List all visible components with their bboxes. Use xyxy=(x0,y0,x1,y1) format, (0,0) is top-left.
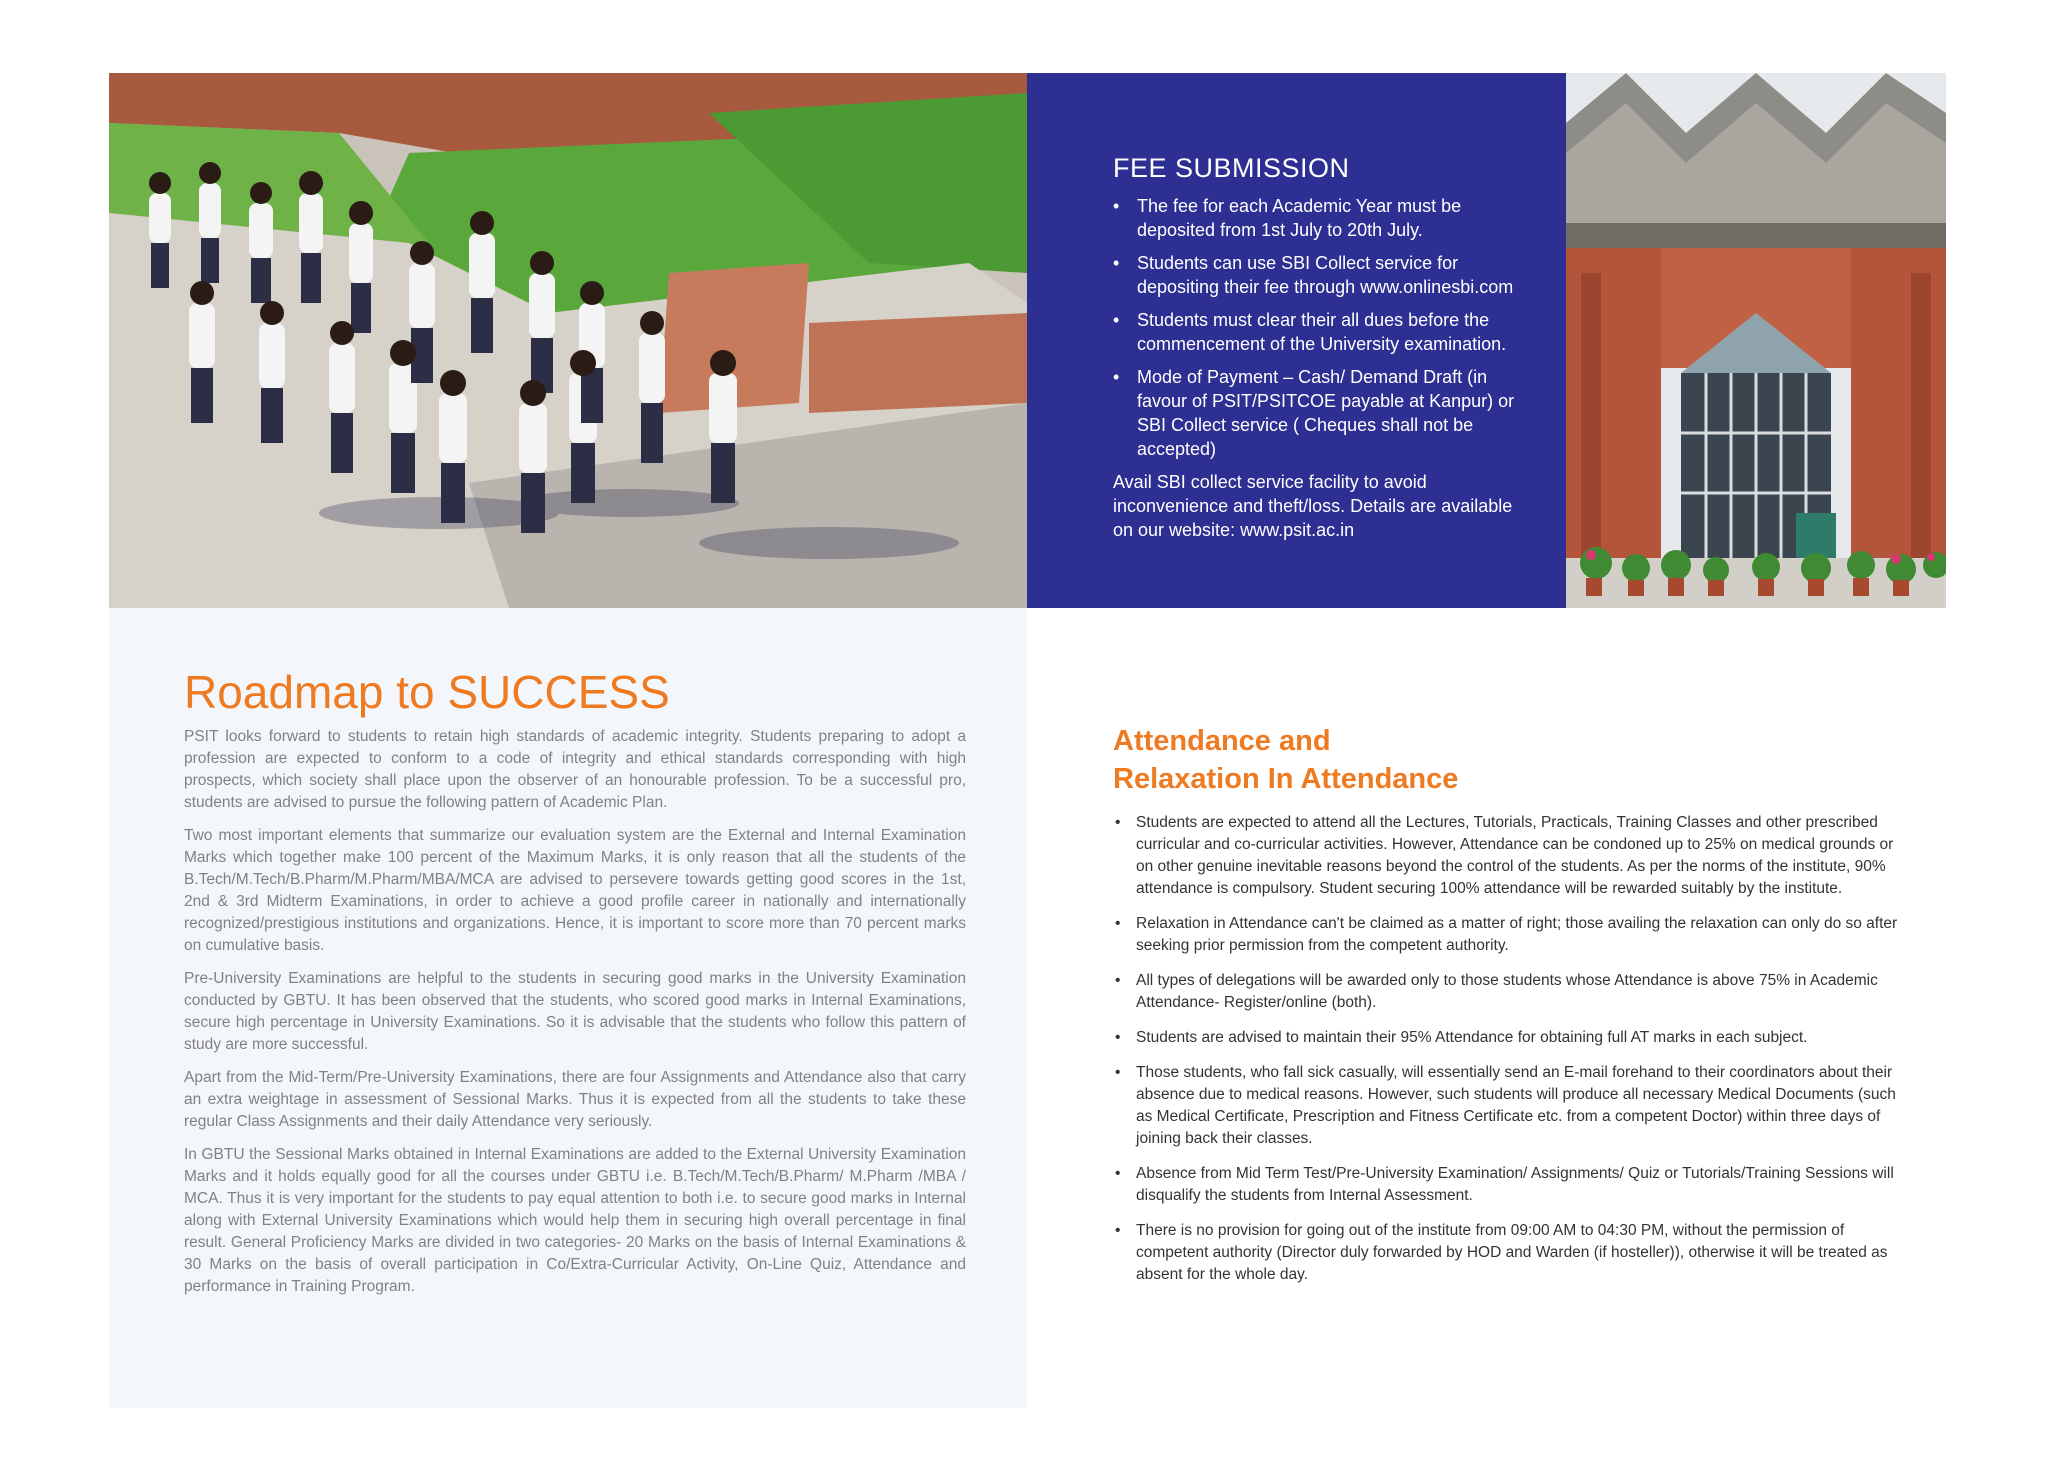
roadmap-paragraph: Apart from the Mid-Term/Pre-University Examinations, there are four Assignments and Attendance also that carry an extra weightage in assessment of Sessional Marks. Thus it is expected from all the students to take these regular Class Assignments and their daily Attendance very seriously. xyxy=(184,1069,966,1130)
attendance-item: • Students are expected to attend all the Lectures, Tutorials, Practicals, Training Classes and other prescribed curricular and co-curricular activities. However, Attendance can be condoned up to 25% on medical grounds or on other genuine inevitable reasons beyond the control of the students. As per the norms of the institute, 90% attendance is compulsory. Student securing 100% attendance will be rewarded suitably by the institute. xyxy=(1113,812,1903,900)
fee-submission-list xyxy=(1113,194,1526,461)
roadmap-paragraph: Two most important elements that summarize our evaluation system are the External and Internal Examination Marks which together make 100 percent of the Maximum Marks, it is only reason that all the students of the B.Tech/M.Tech/B.Pharm/M.Pharm/MBA/MCA are advised to persevere towards getting good scores in the 1st, 2nd & 3rd Midterm Examinations, in order to achieve a good profile career in nationally and internationally recognized/prestigious institutions and organizations. Hence, it is important to score more than 70 percent marks on cumulative basis. xyxy=(184,827,966,954)
attendance-item: • Students are advised to maintain their 95% Attendance for obtaining full AT marks in each subject. xyxy=(1113,1027,1903,1049)
fee-submission-note: Avail SBI collect service facility to avoid inconvenience and theft/loss. Details are available on our website: www.psit.ac.in xyxy=(1113,472,1513,540)
attendance-item: • Relaxation in Attendance can't be claimed as a matter of right; those availing the relaxation can only do so after seeking prior permission from the competent authority. xyxy=(1113,913,1903,957)
roadmap-title: Roadmap to SUCCESS xyxy=(184,666,670,718)
roadmap-paragraph: In GBTU the Sessional Marks obtained in Internal Examinations are added to the External University Examination Marks and it holds equally good for all the courses under GBTU i.e. B.Tech/M.Tech/B.Pharm/ M.Pharm /MBA / MCA. Thus it is very important for the students to pay equal attention to both i.e. to secure good marks in Internal along with External University Examinations which would help them in securing high overall percentage in final result. General Proficiency Marks are divided in two categories- 20 Marks on the basis of Internal Examinations & 30 Marks on the basis of overall participation in Co/Extra-Curricular Activity, On-Line Quiz, Attendance and performance in Training Program. xyxy=(184,1146,966,1295)
fee-item: • Students must clear their all dues before the commencement of the University examination. xyxy=(1113,308,1526,356)
attendance-title-line1: Attendance and xyxy=(1113,725,1331,757)
roadmap-paragraph: Pre-University Examinations are helpful to the students in securing good marks in the University Examination conducted by GBTU. It has been observed that the students, who scored good marks in Internal Examinations, secure high percentage in University Examinations. So it is advisable that the students who follow this pattern of study are more successful. xyxy=(184,970,966,1053)
attendance-title-line2: Relaxation In Attendance xyxy=(1113,763,1459,795)
attendance-item: • There is no provision for going out of the institute from 09:00 AM to 04:30 PM, without the permission of competent authority (Director duly forwarded by HOD and Warden (if hosteller)), otherwise it will be treated as absent for the whole day. xyxy=(1113,1220,1903,1286)
roadmap-section xyxy=(109,608,1027,1408)
fee-submission-title: FEE SUBMISSION xyxy=(1113,153,1350,183)
campus-building-photo xyxy=(1566,73,1946,608)
attendance-section xyxy=(1113,722,1903,1299)
attendance-list xyxy=(1113,812,1903,1286)
attendance-title xyxy=(1113,722,1903,798)
students-walking-photo xyxy=(109,73,1027,608)
attendance-item: • All types of delegations will be awarded only to those students whose Attendance is above 75% in Academic Attendance- Register/online (both). xyxy=(1113,970,1903,1014)
fee-item: • Students can use SBI Collect service for depositing their fee through www.onlinesbi.com xyxy=(1113,251,1526,299)
roadmap-paragraph: PSIT looks forward to students to retain high standards of academic integrity. Students preparing to adopt a profession are expected to conform to a code of integrity and ethical standards corresponding with high prospects, which society shall place upon the observer of an honourable profession. To be a successful pro, students are advised to pursue the following pattern of Academic Plan. xyxy=(184,728,966,811)
attendance-item: • Absence from Mid Term Test/Pre-University Examination/ Assignments/ Quiz or Tutorials/Training Sessions will disqualify the students from Internal Assessment. xyxy=(1113,1163,1903,1207)
fee-submission-panel xyxy=(1027,73,1566,608)
fee-item: • The fee for each Academic Year must be deposited from 1st July to 20th July. xyxy=(1113,194,1526,242)
attendance-item: • Those students, who fall sick casually, will essentially send an E-mail forehand to their coordinators about their absence due to medical reasons. However, such students will produce all necessary Medical Documents (such as Medical Certificate, Prescription and Fitness Certificate etc. from a competent Doctor) within three days of joining back their classes. xyxy=(1113,1062,1903,1150)
fee-item: • Mode of Payment – Cash/ Demand Draft (in favour of PSIT/PSITCOE payable at Kanpur) or SBI Collect service ( Cheques shall not be accepted) xyxy=(1113,365,1526,461)
